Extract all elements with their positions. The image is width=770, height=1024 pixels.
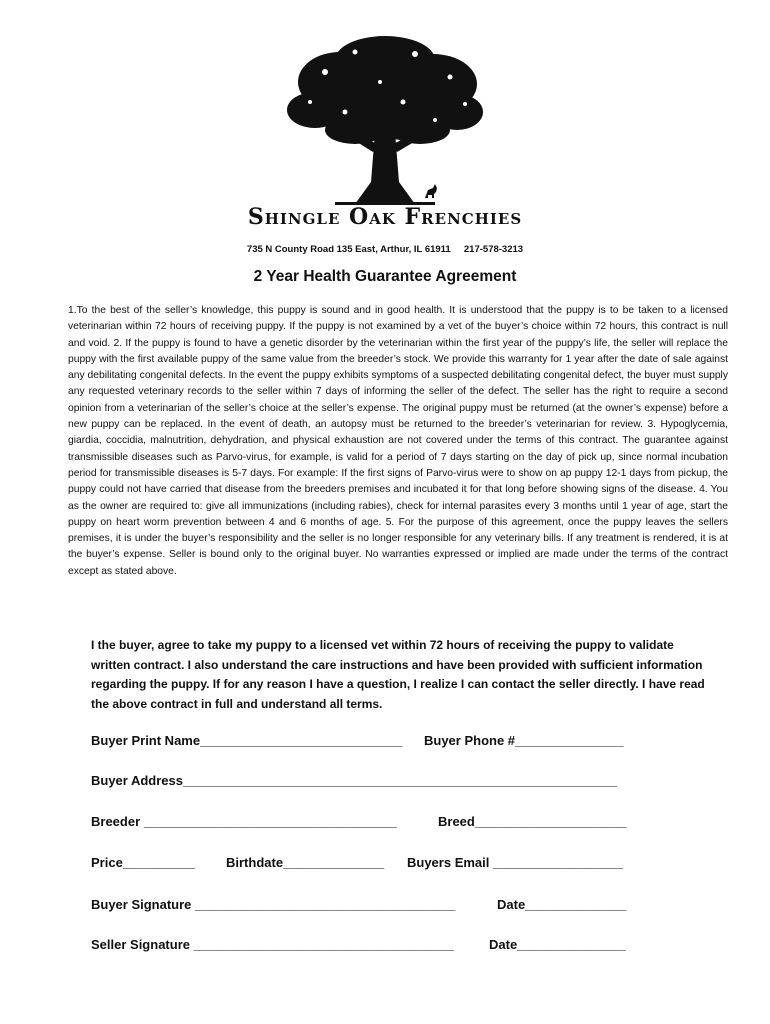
address-line: 735 N County Road 135 East, Arthur, IL 61911 217-578-3213 xyxy=(246,244,524,255)
buyer-signature-field[interactable]: Buyer Signature ____________________________________ xyxy=(91,897,456,912)
seller-signature-field[interactable]: Seller Signature ____________________________________ xyxy=(91,937,454,952)
document-title: 2 Year Health Guarantee Agreement xyxy=(253,268,517,285)
breeder-field[interactable]: Breeder ___________________________________ xyxy=(91,814,397,829)
agreement-body: 1.To the best of the seller’s knowledge, this puppy is sound and in good health. It is understood that the puppy is to be taken to a licensed veterinarian within 72 hours of receiving puppy. If the puppy is not examined by a vet of the buyer’s choice within 72 hours, this contract is null and void. 2. If the puppy is found to have a genetic disorder by the veterinarian within the first year of the puppy’s life, the seller will replace the puppy with the first available puppy of the same value from the breeder’s stock. We provide this warranty for 1 year after the date of sale against any debilitating congenital defects. In the event the puppy exhibits symptoms of a suspected debilitating congenital defect, the buyer must supply any requested veterinary records to the seller within 7 days of informing the seller of the defect. The seller has the right to require a second opinion from a veterinarian of the seller’s choice at the seller’s expense. The original puppy must be returned (at the owner’s expense) before a new puppy can be replaced. In the event of death, an autopsy must be returned to the breeder’s veterinarian for review. 3. Hypoglycemia, giardia, coccidia, malnutrition, dehydration, and physical exhaustion are not covered under the terms of this contract. The guarantee against transmissible diseases such as Parvo-virus, for example, is valid for a period of 7 days starting on the day of pick up, since normal incubation period for transmissible diseases is 5-7 days. For example: If the first signs of Parvo-virus were to show on ap puppy 12-1 days from pickup, the puppy could not have carried that disease from the breeders premises and incubated it for that long before showing signs of the disease. 4. You as the owner are required to: give all immunizations (including rabies), check for internal parasites every 3 months until 1 year of age, start the puppy on heart worm prevention between 4 and 6 months of age. 5. For the purpose of this agreement, once the puppy leaves the sellers premises, it is under the buyer’s responsibility and the seller is no longer responsible for any veterinary bills. If any treatment is rendered, it is at the buyer’s expense. Seller is bound only to the original buyer. No warranties expressed or implied are made under the terms of the contract except as stated above. xyxy=(68,305,728,577)
brand-name: Shingle Oak Frenchies xyxy=(247,204,523,230)
buyer-print-name-field[interactable]: Buyer Print Name____________________________ xyxy=(91,733,403,748)
buyer-date-field[interactable]: Date______________ xyxy=(497,897,627,912)
buyer-phone-field[interactable]: Buyer Phone #_______________ xyxy=(424,733,624,748)
birthdate-field[interactable]: Birthdate______________ xyxy=(226,855,385,870)
buyers-email-field[interactable]: Buyers Email __________________ xyxy=(407,855,624,870)
seller-date-field[interactable]: Date_______________ xyxy=(489,937,626,952)
breed-field[interactable]: Breed_____________________ xyxy=(438,814,627,829)
buyer-address-field[interactable]: Buyer Address____________________________________________________________ xyxy=(91,773,617,788)
price-field[interactable]: Price__________ xyxy=(91,855,196,870)
buyer-acknowledgement: I the buyer, agree to take my puppy to a licensed vet within 72 hours of receiving the puppy to validate written contract. I also understand the care instructions and have been provided with sufficient information regarding the puppy. If for any reason I have a question, I realize I can contact the seller directly. I have read the above contract in full and understand all terms. xyxy=(91,638,705,711)
